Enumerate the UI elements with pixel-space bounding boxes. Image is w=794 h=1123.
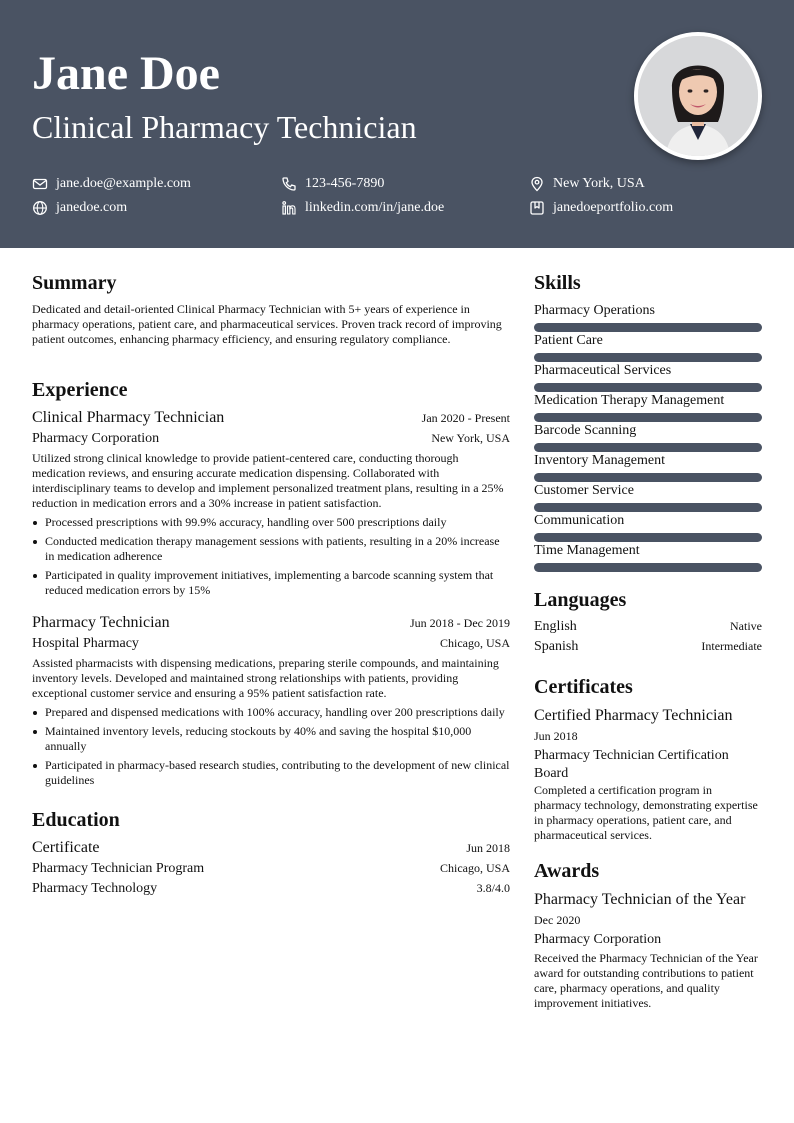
- education-gpa: 3.8/4.0: [476, 881, 510, 895]
- education-field: Pharmacy Technology: [32, 881, 158, 896]
- skill-level-bar: [534, 383, 762, 392]
- certificate-date: Jun 2018: [534, 729, 578, 743]
- languages-heading: Languages: [534, 589, 627, 611]
- skill-name: Medication Therapy Management: [534, 393, 725, 408]
- education-location: Chicago, USA: [440, 861, 510, 875]
- education-program-row: [32, 860, 510, 878]
- awards-heading: Awards: [534, 860, 600, 882]
- skill-level-bar: [534, 323, 762, 332]
- certificate-issuer: Pharmacy Technician Certification Board: [534, 748, 729, 781]
- skill-level-bar: [534, 473, 762, 482]
- language-level: Intermediate: [701, 639, 762, 653]
- job-title: Clinical Pharmacy Technician: [32, 109, 417, 145]
- contact-location: [529, 176, 645, 192]
- job-2-company: Hospital Pharmacy: [32, 636, 139, 651]
- skill-name: Pharmacy Operations: [534, 303, 655, 318]
- job-2-dates: Jun 2018 - Dec 2019: [410, 616, 510, 630]
- job-1-subheader: [32, 430, 510, 448]
- education-degree-row: [32, 838, 510, 858]
- skill-name: Patient Care: [534, 333, 603, 348]
- linkedin-icon: [281, 200, 297, 216]
- profile-photo: [634, 32, 762, 160]
- contact-email[interactable]: [32, 176, 191, 192]
- skill-name: Barcode Scanning: [534, 423, 637, 438]
- contact-website[interactable]: [32, 200, 127, 216]
- award-name: Pharmacy Technician of the Year: [534, 891, 746, 908]
- contact-website-text: janedoe.com: [56, 200, 128, 215]
- contact-location-text: New York, USA: [553, 176, 645, 191]
- job-1-location: New York, USA: [431, 431, 510, 445]
- portfolio-icon: [529, 200, 545, 216]
- job-1-description: Utilized strong clinical knowledge to provide patient-centered care, conducting thorough medication reviews, and ensuring accurate medication dispensing. Collaborated with interdisciplinary teams to develop and implement personalized treatment plans, resulting in a 25% reduction in medication errors and a 30% increase in patient satisfaction.: [32, 451, 504, 510]
- education-program: Pharmacy Technician Program: [32, 861, 205, 876]
- education-date: Jun 2018: [466, 841, 510, 855]
- contact-linkedin-text: linkedin.com/in/jane.doe: [305, 200, 445, 215]
- job-1-bullet: Participated in quality improvement initiatives, implementing a barcode scanning system that reduced medication errors by 15%: [32, 568, 510, 598]
- skill-name: Inventory Management: [534, 453, 666, 468]
- job-2-location: Chicago, USA: [440, 636, 510, 650]
- job-1-company: Pharmacy Corporation: [32, 431, 160, 446]
- contact-linkedin[interactable]: [281, 200, 444, 216]
- award-issuer: Pharmacy Corporation: [534, 932, 662, 947]
- contact-phone-text: 123-456-7890: [305, 176, 385, 191]
- skill-name: Pharmaceutical Services: [534, 363, 672, 378]
- mail-icon: [32, 176, 48, 192]
- job-2-description: Assisted pharmacists with dispensing medications, preparing sterile compounds, and maintaining inventory levels. Developed and maintained strong relationships with patients, providing exceptional customer service and ensuring a 95% patient satisfaction rate.: [32, 656, 499, 700]
- job-1-bullets: [32, 515, 510, 602]
- job-2-bullet: Maintained inventory levels, reducing stockouts by 40% and saving the hospital $10,000 annually: [32, 724, 510, 754]
- experience-heading: Experience: [32, 379, 128, 401]
- job-1-bullet: Conducted medication therapy management sessions with patients, resulting in a 20% increase in medication adherence: [32, 534, 510, 564]
- job-1-bullet: Processed prescriptions with 99.9% accuracy, handling over 500 prescriptions daily: [32, 515, 510, 530]
- skill-level-bar: [534, 443, 762, 452]
- contact-portfolio-text: janedoeportfolio.com: [553, 200, 674, 215]
- contact-portfolio[interactable]: [529, 200, 673, 216]
- skills-heading: Skills: [534, 272, 581, 294]
- candidate-name: Jane Doe: [32, 47, 220, 100]
- job-2-role: Pharmacy Technician: [32, 614, 170, 631]
- language-level: Native: [730, 619, 762, 633]
- job-2-bullets: [32, 705, 510, 792]
- resume-header: [0, 0, 794, 248]
- skill-name: Communication: [534, 513, 625, 528]
- summary-text: Dedicated and detail-oriented Clinical Pharmacy Technician with 5+ years of experience in pharmacy operations, patient care, and pharmaceutical services. Proven track record of improving patient outcomes, enhancing pharmacy efficiency, and ensuring regulatory compliance.: [32, 302, 502, 346]
- job-2-bullet: Prepared and dispensed medications with 100% accuracy, handling over 200 prescriptions daily: [32, 705, 510, 720]
- job-1-dates: Jan 2020 - Present: [421, 411, 510, 425]
- education-degree: Certificate: [32, 839, 100, 856]
- certificates-heading: Certificates: [534, 676, 633, 698]
- skill-level-bar: [534, 563, 762, 572]
- phone-icon: [281, 176, 297, 192]
- award-description: Received the Pharmacy Technician of the Year award for outstanding contributions to patient care, pharmacy operations, and quality improvement initiatives.: [534, 951, 758, 1010]
- skill-level-bar: [534, 533, 762, 542]
- job-2-bullet: Participated in pharmacy-based research studies, contributing to the development of new clinical guidelines: [32, 758, 510, 788]
- certificate-name: Certified Pharmacy Technician: [534, 707, 733, 724]
- skill-name: Time Management: [534, 543, 640, 558]
- job-1-header: [32, 408, 510, 428]
- job-1-role: Clinical Pharmacy Technician: [32, 409, 225, 426]
- language-row: [534, 619, 762, 635]
- location-pin-icon: [529, 176, 545, 192]
- skill-name: Customer Service: [534, 483, 634, 498]
- language-name: Spanish: [534, 639, 579, 654]
- skill-level-bar: [534, 413, 762, 422]
- contact-phone[interactable]: [281, 176, 384, 192]
- language-name: English: [534, 619, 577, 634]
- education-field-row: [32, 880, 510, 898]
- skill-level-bar: [534, 353, 762, 362]
- skill-level-bar: [534, 503, 762, 512]
- summary-heading: Summary: [32, 272, 117, 294]
- job-2-subheader: [32, 635, 510, 653]
- job-2-header: [32, 613, 510, 633]
- certificate-description: Completed a certification program in pharmacy technology, demonstrating expertise in pharmacy operations, patient care, and pharmaceutical services.: [534, 783, 758, 842]
- education-heading: Education: [32, 809, 120, 831]
- award-date: Dec 2020: [534, 913, 581, 927]
- globe-icon: [32, 200, 48, 216]
- language-row: [534, 639, 762, 655]
- contact-email-text: jane.doe@example.com: [56, 176, 191, 191]
